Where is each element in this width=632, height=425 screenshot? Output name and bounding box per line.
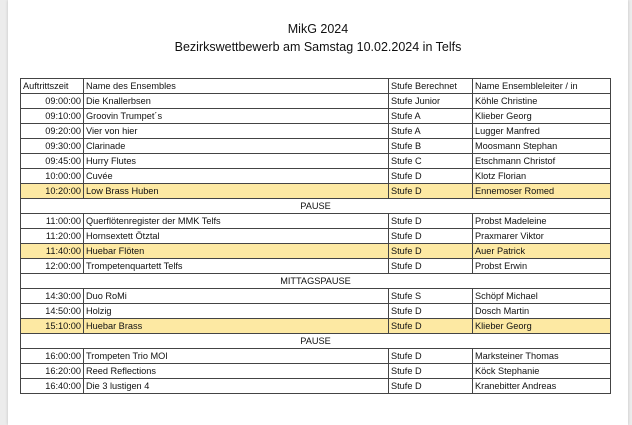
cell-stufe: Stufe D <box>389 379 473 394</box>
table-row <box>21 214 611 229</box>
cell-ensemble: Querflötenregister der MMK Telfs <box>84 214 389 229</box>
cell-time: 09:30:00 <box>21 139 84 154</box>
table-row <box>21 229 611 244</box>
cell-leader: Dosch Martin <box>473 304 611 319</box>
table-row <box>21 364 611 379</box>
cell-leader: Praxmarer Viktor <box>473 229 611 244</box>
break-row <box>21 274 611 289</box>
table-row <box>21 244 611 259</box>
document-title: MikG 2024 <box>287 22 349 36</box>
cell-time: 10:20:00 <box>21 184 84 199</box>
cell-time: 12:00:00 <box>21 259 84 274</box>
cell-leader: Kranebitter Andreas <box>473 379 611 394</box>
cell-stufe: Stufe D <box>389 184 473 199</box>
cell-stufe: Stufe D <box>389 169 473 184</box>
cell-stufe: Stufe D <box>389 319 473 334</box>
cell-ensemble: Huebar Brass <box>84 319 389 334</box>
cell-ensemble: Hurry Flutes <box>84 154 389 169</box>
cell-time: 16:20:00 <box>21 364 84 379</box>
cell-time: 09:20:00 <box>21 124 84 139</box>
table-row <box>21 124 611 139</box>
cell-leader: Marksteiner Thomas <box>473 349 611 364</box>
cell-leader: Etschmann Christof <box>473 154 611 169</box>
table-row <box>21 304 611 319</box>
table-row <box>21 109 611 124</box>
break-label: MITTAGSPAUSE <box>21 274 611 289</box>
cell-ensemble: Clarinade <box>84 139 389 154</box>
cell-leader: Probst Madeleine <box>473 214 611 229</box>
cell-ensemble: Die Knallerbsen <box>84 94 389 109</box>
cell-time: 15:10:00 <box>21 319 84 334</box>
cell-ensemble: Duo RoMi <box>84 289 389 304</box>
cell-time: 11:40:00 <box>21 244 84 259</box>
table-row <box>21 379 611 394</box>
cell-stufe: Stufe C <box>389 154 473 169</box>
cell-stufe: Stufe D <box>389 229 473 244</box>
cell-stufe: Stufe A <box>389 124 473 139</box>
cell-stufe: Stufe S <box>389 289 473 304</box>
cell-leader: Köck Stephanie <box>473 364 611 379</box>
cell-time: 09:00:00 <box>21 94 84 109</box>
schedule-body <box>21 94 611 394</box>
table-row <box>21 289 611 304</box>
break-label: PAUSE <box>21 199 611 214</box>
cell-leader: Schöpf Michael <box>473 289 611 304</box>
cell-time: 14:30:00 <box>21 289 84 304</box>
cell-time: 14:50:00 <box>21 304 84 319</box>
cell-ensemble: Trompeten Trio MOI <box>84 349 389 364</box>
header-stufe: Stufe Berechnet <box>389 79 473 94</box>
cell-ensemble: Holzig <box>84 304 389 319</box>
cell-time: 16:00:00 <box>21 349 84 364</box>
header-leader: Name Ensembleleiter / in <box>473 79 611 94</box>
table-row <box>21 259 611 274</box>
document-page <box>8 0 628 425</box>
cell-leader: Ennemoser Romed <box>473 184 611 199</box>
cell-time: 09:45:00 <box>21 154 84 169</box>
cell-stufe: Stufe D <box>389 244 473 259</box>
cell-leader: Probst Erwin <box>473 259 611 274</box>
cell-leader: Klieber Georg <box>473 319 611 334</box>
document-subtitle: Bezirkswettbewerb am Samstag 10.02.2024 in Telfs <box>174 40 462 54</box>
cell-ensemble: Die 3 lustigen 4 <box>84 379 389 394</box>
cell-stufe: Stufe D <box>389 349 473 364</box>
cell-ensemble: Hornsextett Ötztal <box>84 229 389 244</box>
table-row <box>21 169 611 184</box>
cell-stufe: Stufe D <box>389 364 473 379</box>
break-label: PAUSE <box>21 334 611 349</box>
cell-stufe: Stufe D <box>389 304 473 319</box>
cell-ensemble: Cuvée <box>84 169 389 184</box>
cell-time: 11:00:00 <box>21 214 84 229</box>
cell-ensemble: Groovin Trumpet´s <box>84 109 389 124</box>
header-ensemble: Name des Ensembles <box>84 79 389 94</box>
cell-stufe: Stufe A <box>389 109 473 124</box>
table-row <box>21 349 611 364</box>
table-row <box>21 154 611 169</box>
cell-time: 10:00:00 <box>21 169 84 184</box>
cell-leader: Köhle Christine <box>473 94 611 109</box>
break-row <box>21 334 611 349</box>
cell-stufe: Stufe D <box>389 259 473 274</box>
cell-ensemble: Huebar Flöten <box>84 244 389 259</box>
header-time: Auftrittszeit <box>21 79 84 94</box>
cell-leader: Lugger Manfred <box>473 124 611 139</box>
cell-leader: Klieber Georg <box>473 109 611 124</box>
cell-time: 11:20:00 <box>21 229 84 244</box>
cell-time: 09:10:00 <box>21 109 84 124</box>
table-row <box>21 94 611 109</box>
table-row <box>21 184 611 199</box>
cell-leader: Klotz Florian <box>473 169 611 184</box>
cell-ensemble: Trompetenquartett Telfs <box>84 259 389 274</box>
cell-ensemble: Low Brass Huben <box>84 184 389 199</box>
cell-leader: Auer Patrick <box>473 244 611 259</box>
break-row <box>21 199 611 214</box>
cell-stufe: Stufe D <box>389 214 473 229</box>
cell-ensemble: Reed Reflections <box>84 364 389 379</box>
cell-ensemble: Vier von hier <box>84 124 389 139</box>
cell-stufe: Stufe B <box>389 139 473 154</box>
schedule-table <box>20 78 611 394</box>
cell-leader: Moosmann Stephan <box>473 139 611 154</box>
table-header-row <box>21 79 611 94</box>
cell-time: 16:40:00 <box>21 379 84 394</box>
cell-stufe: Stufe Junior <box>389 94 473 109</box>
table-row <box>21 139 611 154</box>
table-row <box>21 319 611 334</box>
